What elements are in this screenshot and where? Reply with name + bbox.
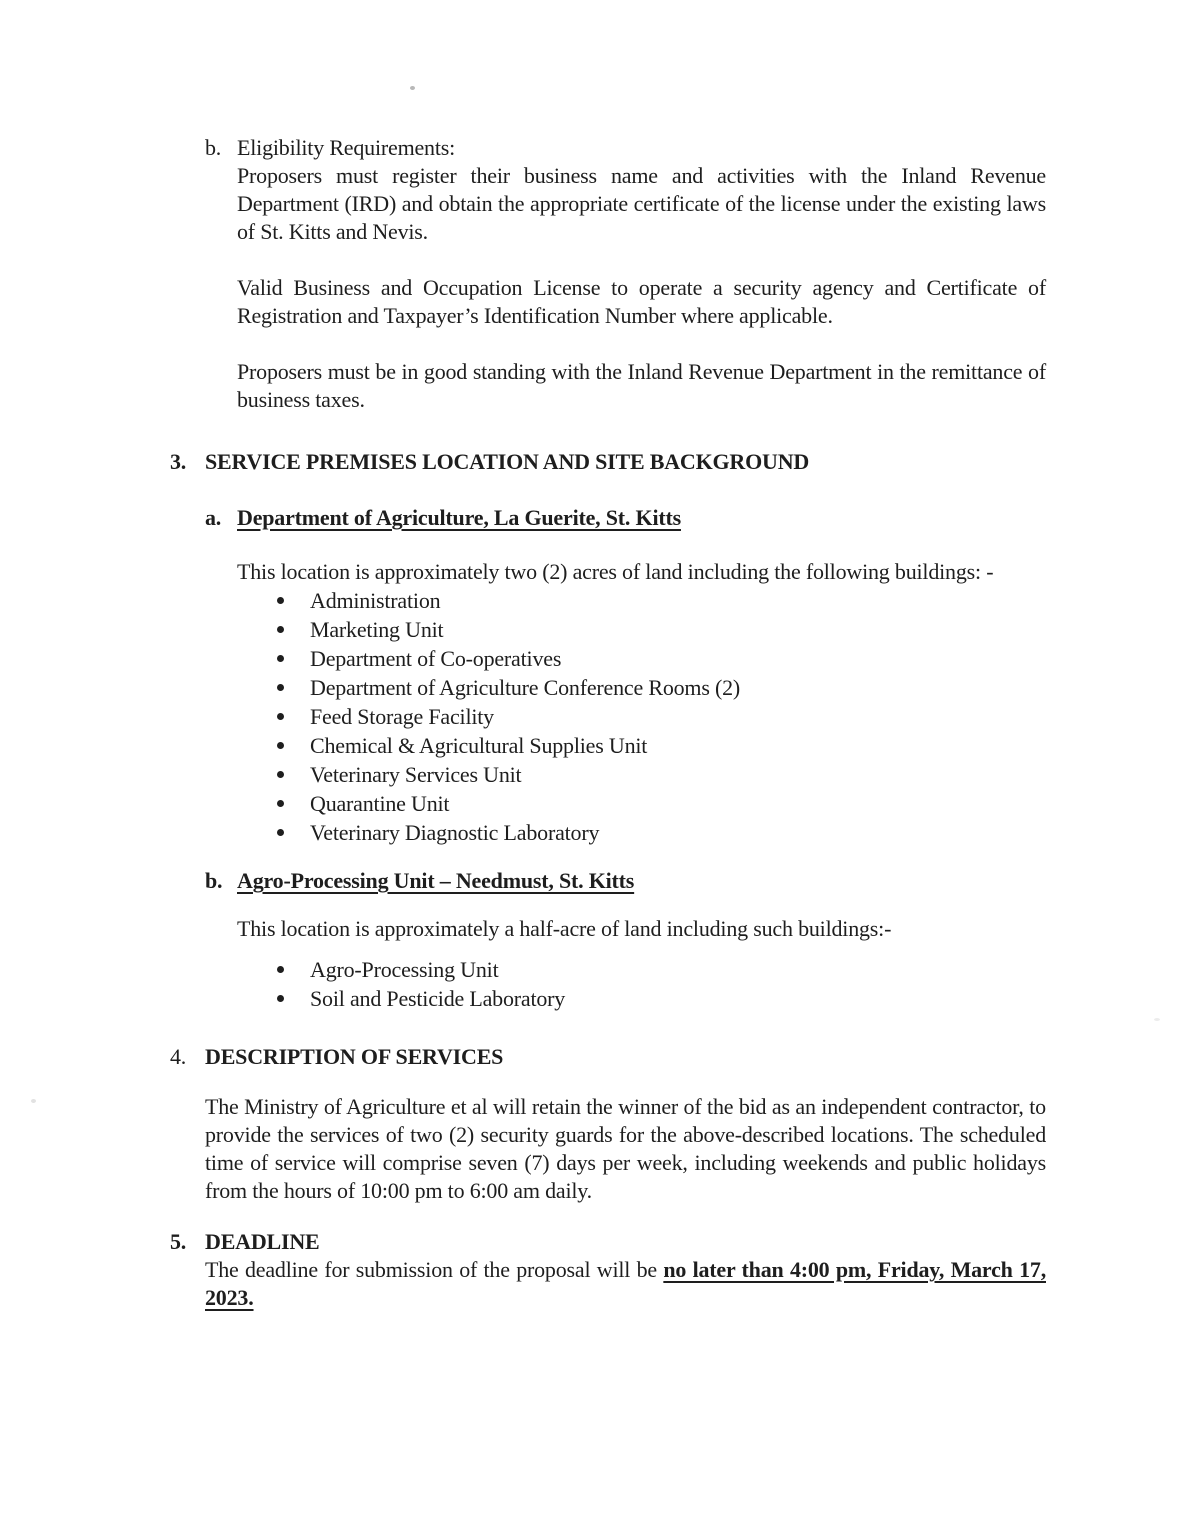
section-4 (170, 1043, 1046, 1205)
deadline-emphasis: no later than 4:00 pm, Friday, March 17, 2023. (205, 1257, 1046, 1310)
deadline-paragraph (205, 1256, 1046, 1312)
section-5-marker: 5. (170, 1229, 187, 1254)
subsection-a-marker: a. (205, 505, 222, 530)
bullet-label: Agro-Processing Unit (310, 957, 499, 982)
bullet-dot (277, 771, 284, 778)
bullet-item (277, 673, 1046, 702)
scan-artifact (31, 1099, 36, 1103)
subsection-b-heading: Agro-Processing Unit – Needmust, St. Kitts (237, 868, 635, 893)
bullet-label: Feed Storage Facility (310, 704, 494, 729)
scan-artifact (1154, 1018, 1160, 1021)
section-5-heading: DEADLINE (205, 1229, 320, 1254)
buildings-list-a (277, 586, 1046, 847)
paragraph: Proposers must be in good standing with the Inland Revenue Department in the remittance of business taxes. (237, 359, 1046, 412)
bullet-label: Department of Co-operatives (310, 646, 562, 671)
paragraph: The Ministry of Agriculture et al will retain the winner of the bid as an independent contractor, to provide the services of two (2) security guards for the above-described locations. The scheduled time of service will comprise seven (7) days per week, including weekends and public holidays from the hours of 10:00 pm to 6:00 am daily. (205, 1094, 1046, 1203)
deadline-text: The deadline for submission of the proposal will be (205, 1257, 664, 1282)
section-5 (170, 1228, 1046, 1312)
bullet-label: Veterinary Services Unit (310, 762, 522, 787)
section-3 (170, 448, 1046, 1013)
bullet-label: Marketing Unit (310, 617, 444, 642)
eligibility-section (170, 134, 1046, 414)
bullet-item (277, 615, 1046, 644)
bullet-label: Chemical & Agricultural Supplies Unit (310, 733, 648, 758)
bullet-item (277, 760, 1046, 789)
section-3-heading: SERVICE PREMISES LOCATION AND SITE BACKGROUND (205, 449, 810, 474)
bullet-item (277, 702, 1046, 731)
section-4-marker: 4. (170, 1044, 187, 1069)
bullet-dot (277, 800, 284, 807)
paragraph: Proposers must register their business name and activities with the Inland Revenue Department (IRD) and obtain the appropriate certificate of the license under the existing laws of St. Kitts and Nevis. (237, 163, 1046, 244)
eligibility-heading: Eligibility Requirements: (237, 135, 456, 160)
bullet-dot (277, 966, 284, 973)
bullet-dot (277, 742, 284, 749)
section-4-heading: DESCRIPTION OF SERVICES (205, 1044, 504, 1069)
bullet-label: Veterinary Diagnostic Laboratory (310, 820, 600, 845)
bullet-dot (277, 829, 284, 836)
bullet-dot (277, 597, 284, 604)
bullet-dot (277, 684, 284, 691)
section-3-marker: 3. (170, 449, 187, 474)
bullet-item (277, 731, 1046, 760)
subsection-b-marker: b. (205, 868, 223, 893)
eligibility-marker: b. (205, 135, 222, 160)
scan-artifact (410, 86, 415, 90)
bullet-label: Administration (310, 588, 441, 613)
paragraph: Valid Business and Occupation License to operate a security agency and Certificate of Registration and Taxpayer’s Identification Number where applicable. (237, 275, 1046, 328)
bullet-dot (277, 626, 284, 633)
bullet-item (277, 818, 1046, 847)
bullet-item (277, 586, 1046, 615)
bullet-item (277, 789, 1046, 818)
bullet-dot (277, 713, 284, 720)
bullet-label: Soil and Pesticide Laboratory (310, 986, 566, 1011)
bullet-dot (277, 995, 284, 1002)
bullet-dot (277, 655, 284, 662)
buildings-list-b (277, 955, 1046, 1013)
subsection-b-intro: This location is approximately a half-acre of land including such buildings:- (237, 916, 892, 941)
bullet-label: Department of Agriculture Conference Rooms (2) (310, 675, 741, 700)
subsection-a-intro: This location is approximately two (2) acres of land including the following buildings: - (237, 559, 994, 584)
subsection-a-heading: Department of Agriculture, La Guerite, St. Kitts (237, 505, 681, 530)
bullet-item (277, 955, 1046, 984)
bullet-label: Quarantine Unit (310, 791, 450, 816)
bullet-item (277, 644, 1046, 673)
bullet-item (277, 984, 1046, 1013)
